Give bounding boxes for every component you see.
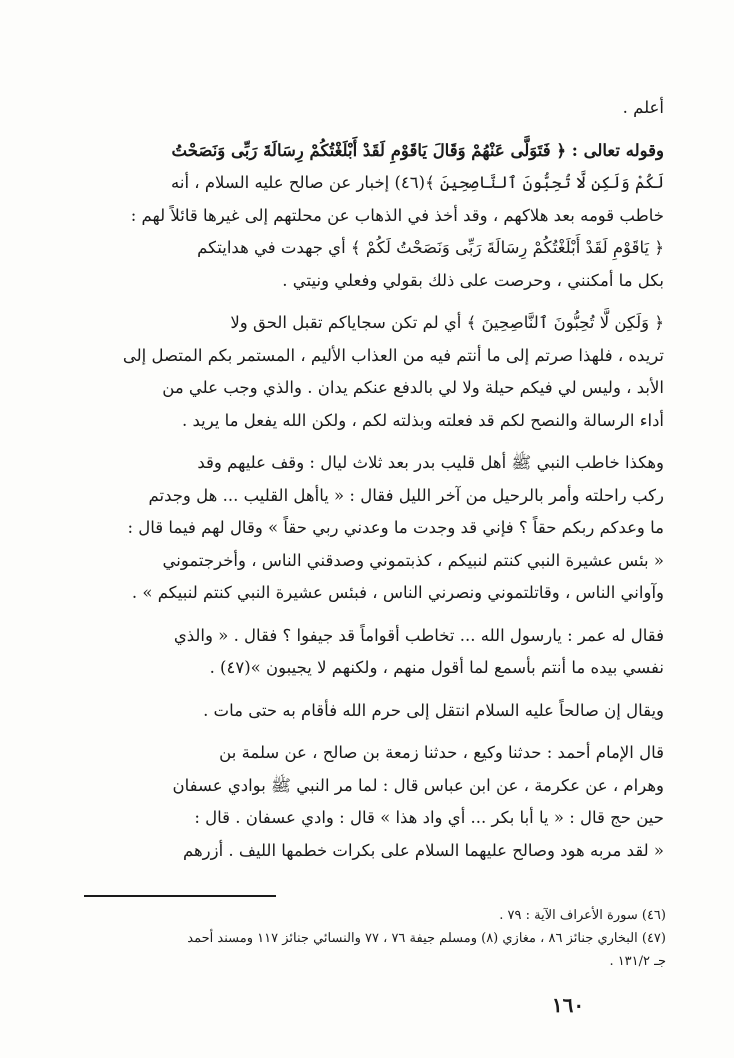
text-line: « بئس عشيرة النبي كنتم لنبيكم ، كذبتموني وصدقني الناس ، وأخرجتموني [162, 550, 664, 570]
text-line: بكل ما أمكنني ، وحرصت على ذلك بقولي وفعلي ونيتي . [282, 270, 664, 290]
text-line: ﴿ وَلَكِن لَّا تُحِبُّونَ ٱلنَّاصِحِينَ ﴾ أي لم تكن سجاياكم تقبل الحق ولا [230, 313, 664, 332]
footnote-47-continued: جـ ١٣١/٢ . [609, 954, 666, 969]
paragraph-gap [84, 727, 664, 737]
text-line: وهرام ، عن عكرمة ، عن ابن عباس قال : لما مر النبي ﷺ بوادي عسفان [172, 775, 664, 795]
text-line: ويقال إن صالحاً عليه السلام انتقل إلى حرم الله فأقام به حتى مات . [203, 700, 664, 720]
page-number: ١٦٠ [551, 993, 585, 1017]
footnotes [70, 904, 666, 973]
text-line: حين حج قال : « يا أبا بكر ... أي واد هذا » قال : وادي عسفان . قال : [194, 808, 664, 827]
text-line: « لقد مربه هود وصالح عليهما السلام على بكرات خطمها الليف . أزرهم [182, 840, 664, 860]
text-line: فقال له عمر : يارسول الله ... تخاطب أقواماً قد جيفوا ؟ فقال . « والذي [173, 625, 664, 645]
text-line: ﴿ يَاقَوْمِ لَقَدْ أَبْلَغْتُكُمْ رِسَالَةَ رَبِّى وَنَصَحْتُ لَكُمْ ﴾ أي جهدت في هدايتكم [197, 238, 664, 257]
footnote-divider [84, 895, 276, 897]
footnote-47: (٤٧) البخاري جنائز ٨٦ ، مغازي (٨) ومسلم جيفة ٧٦ ، ٧٧ والنسائي جنائز ١١٧ ومسند أحمد [187, 931, 666, 946]
text-line: ما وعدكم ربكم حقاً ؟ فإني قد وجدت ما وعدني ربي حقاً » وقال لهم فيما قال : [127, 518, 664, 537]
text-line: أعلم . [622, 98, 664, 117]
text-line: قال الإمام أحمد : حدثنا وكيع ، حدثنا زمعة بن صالح ، عن سلمة بن [219, 743, 664, 762]
text-line: تريده ، فلهذا صرتم إلى ما أنتم فيه من العذاب الأليم ، المستمر بكم المتصل إلى [122, 345, 664, 365]
text-line: خاطب قومه بعد هلاكهم ، وقد أخذ في الذهاب عن محلتهم إلى غيرها قائلاً لهم : [130, 205, 664, 225]
text-line: أداء الرسالة والنصح لكم قد فعلته وبذلته لكم ، ولكن الله يفعل ما يريد . [181, 410, 664, 430]
text-line: نفسي بيده ما أنتم بأسمع لما أقول منهم ، ولكنهم لا يجيبون »(٤٧) . [209, 658, 664, 677]
paragraph-gap [84, 297, 664, 307]
paragraph-gap [84, 437, 664, 447]
main-text [84, 92, 664, 867]
paragraph-gap [84, 685, 664, 695]
text-line: الأبد ، وليس لي فيكم حيلة ولا لي بالدفع عنكم يدان . والذي وجب علي من [162, 378, 664, 397]
text-line: وقوله تعالى : ﴿ فَتَوَلَّى عَنْهُمْ وَقَالَ يَاقَوْمِ لَقَدْ أَبْلَغْتُكُمْ رِسَالَةَ رَبِّى وَنَصَحْتُ [171, 140, 664, 160]
text-line: وآواني الناس ، وقاتلتموني ونصرني الناس ، فبئس عشيرة النبي كنتم لنبيكم » . [131, 583, 664, 602]
text-line: لَكُمْ وَلَكِن لَّا تُحِبُّونَ ٱلنَّاصِحِينَ ﴾(٤٦) إخبار عن صالح عليه السلام ، أنه [171, 173, 664, 192]
text-line: وهكذا خاطب النبي ﷺ أهل قليب بدر بعد ثلاث ليال : وقف عليهم وقد [197, 453, 664, 472]
paragraph-gap [84, 125, 664, 135]
paragraph-gap [84, 610, 664, 620]
text-line: ركب راحلته وأمر بالرحيل من آخر الليل فقال : « ياأهل القليب ... هل وجدتم [148, 485, 664, 505]
footnote-46: (٤٦) سورة الأعراف الآية : ٧٩ . [499, 908, 666, 923]
